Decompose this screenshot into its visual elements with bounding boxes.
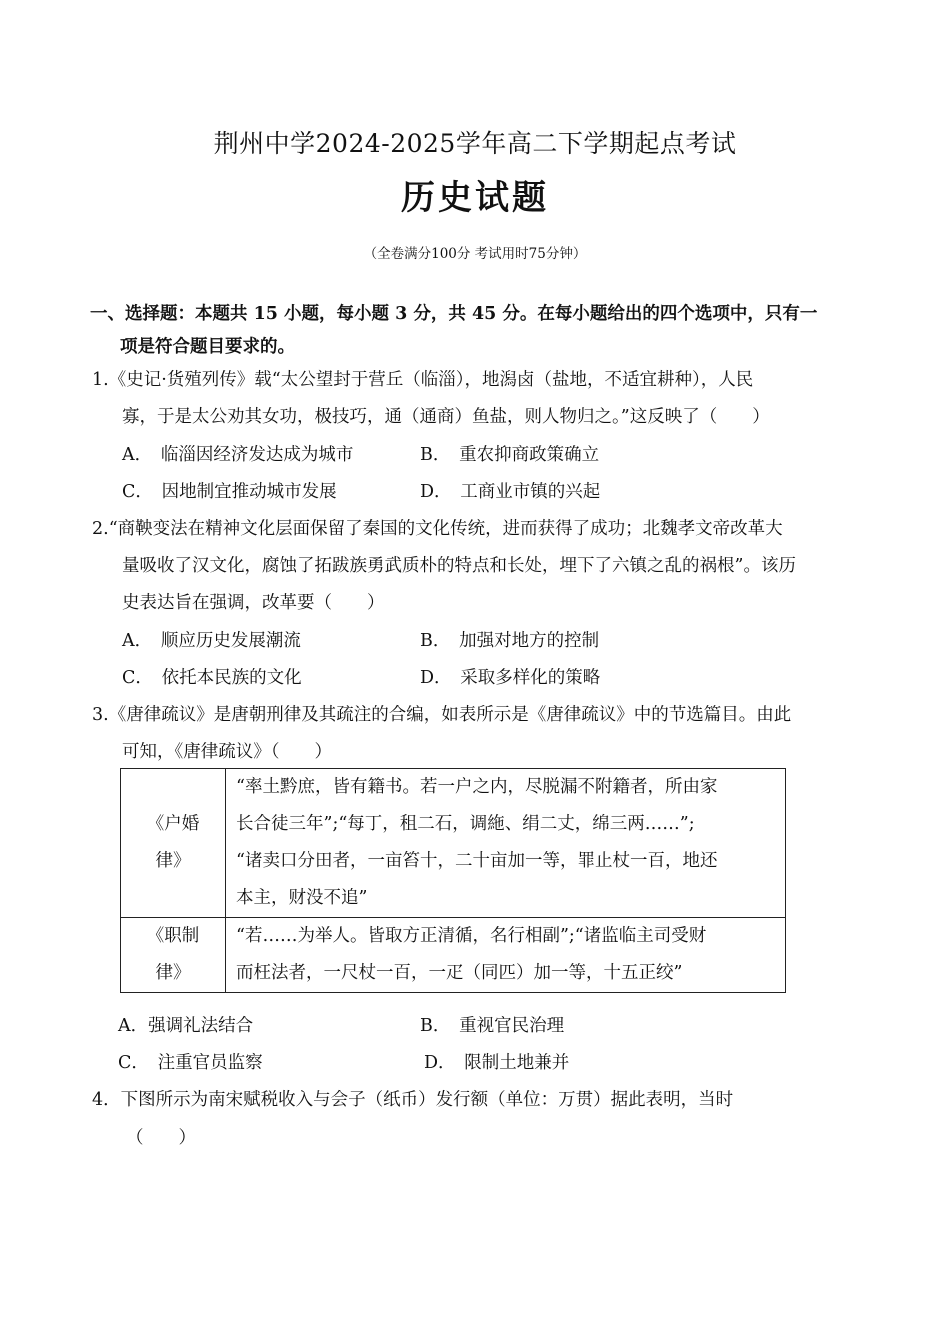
- question-1-line-1: 1.《史记·货殖列传》载“太公望封于营丘（临淄），地潟卤（盐地，不适宜耕种），人民: [92, 370, 754, 390]
- section-heading-line-2: 项是符合题目要求的。: [120, 337, 295, 357]
- question-1-option-d[interactable]: D． 工商业市镇的兴起: [420, 482, 601, 502]
- question-1-option-b[interactable]: B． 重农抑商政策确立: [420, 445, 600, 465]
- question-3-option-c[interactable]: C． 注重官员监察: [118, 1053, 263, 1073]
- question-3-option-b[interactable]: B． 重视官民治理: [420, 1016, 565, 1036]
- subject-title: 历史试题: [401, 178, 549, 218]
- question-2-line-3: 史表达旨在强调，改革要（ ）: [122, 593, 385, 613]
- question-1-line-2: 寡，于是太公劝其女功，极技巧，通（通商）鱼盐，则人物归之。”这反映了（ ）: [122, 407, 770, 427]
- question-3-option-d[interactable]: D． 限制土地兼并: [424, 1053, 570, 1073]
- section-heading-line-1: 一、选择题：本题共 15 小题，每小题 3 分，共 45 分。在每小题给出的四个选项中，只有一: [90, 304, 818, 324]
- table-cell-chapter-text: “若……为举人。皆取方正清循，名行相副”;“诸监临主司受财 而枉法者，一尺杖一百，一疋（同匹）加一等，十五正绞”: [226, 918, 786, 993]
- table-row: [121, 918, 786, 993]
- question-2-line-2: 量吸收了汉文化，腐蚀了拓跋族勇武质朴的特点和长处，埋下了六镇之乱的祸根”。该历: [122, 556, 796, 576]
- table-row: [121, 769, 786, 918]
- question-3-line-1: 3.《唐律疏议》是唐朝刑律及其疏注的合编，如表所示是《唐律疏议》中的节选篇目。由此: [92, 705, 792, 725]
- question-2-option-a[interactable]: A． 顺应历史发展潮流: [122, 631, 301, 651]
- question-2-option-b[interactable]: B． 加强对地方的控制: [420, 631, 600, 651]
- question-4-line-1: 4．下图所示为南宋赋税收入与会子（纸币）发行额（单位：万贯）据此表明，当时: [92, 1090, 734, 1110]
- question-3-option-a[interactable]: A．强调礼法结合: [118, 1016, 254, 1036]
- question-1-option-a[interactable]: A． 临淄因经济发达成为城市: [122, 445, 354, 465]
- tang-code-table: [120, 768, 786, 993]
- question-1-option-c[interactable]: C． 因地制宜推动城市发展: [122, 482, 337, 502]
- question-2-option-c[interactable]: C． 依托本民族的文化: [122, 668, 302, 688]
- table-cell-chapter-text: “率土黔庶，皆有籍书。若一户之内，尽脱漏不附籍者，所由家 长合徒三年”;“每丁，租二石，调絁、绢二丈，绵三两……”; “诸卖口分田者，一亩笞十，二十亩加一等，罪止杖一百，地还 本主，财没不追”: [226, 769, 786, 918]
- question-2-option-d[interactable]: D． 采取多样化的策略: [420, 668, 601, 688]
- exam-title: 荆州中学2024-2025学年高二下学期起点考试: [213, 129, 737, 158]
- question-2-line-1: 2.“商鞅变法在精神文化层面保留了秦国的文化传统，进而获得了成功；北魏孝文帝改革大: [92, 519, 783, 539]
- table-cell-chapter-name: 《户婚 律》: [121, 769, 226, 918]
- table-cell-chapter-name: 《职制 律》: [121, 918, 226, 993]
- question-3-line-2: 可知，《唐律疏议》（ ）: [122, 742, 332, 762]
- question-4-line-2: （ ）: [126, 1128, 196, 1148]
- exam-note: （全卷满分100分 考试用时75分钟）: [363, 246, 587, 262]
